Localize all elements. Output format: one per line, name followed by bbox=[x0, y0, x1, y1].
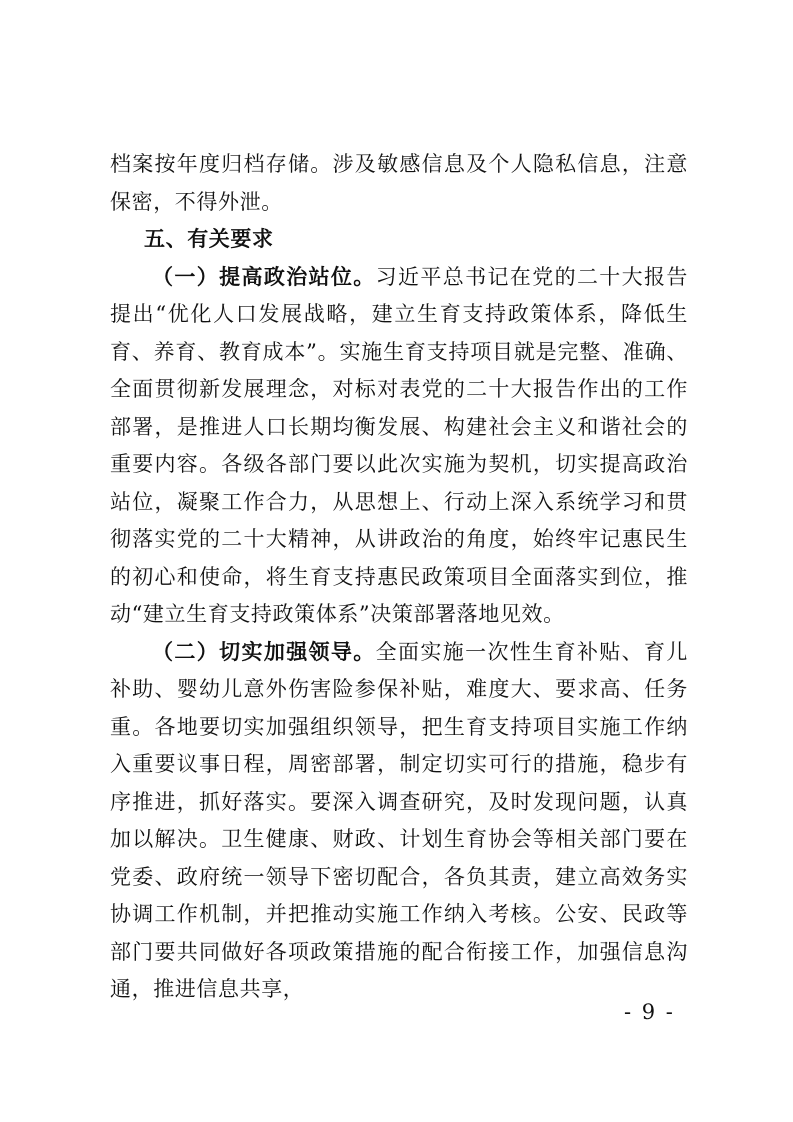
section-heading: 五、有关要求 bbox=[144, 227, 274, 251]
page-number: - 9 - bbox=[624, 1000, 675, 1024]
paragraph-text: 习近平总书记在党的二十大报告提出“优化人口发展战略，建立生育支持政策体系，降低生育、养育、教育成本”。实施生育支持项目就是完整、准确、全面贯彻新发展理念，对标对表党的二十大报告作出的工作部署，是推进人口长期均衡发展、构建社会主义和谐社会的重要内容。各级各部门要以此次实施为契机，切实提高政治站位，凝聚工作合力，从思想上、行动上深入系统学习和贯彻落实党的二十大精神，从讲政治的角度，始终牢记惠民生的初心和使命，将生育支持惠民政策项目全面落实到位，推动“建立生育支持政策体系”决策部署落地见效。 bbox=[110, 264, 688, 626]
paragraph-text: 全面实施一次性生育补贴、育儿补助、婴幼儿意外伤害险参保补贴，难度大、要求高、任务重。各地要切实加强组织领导，把生育支持项目实施工作纳入重要议事日程，周密部署，制定切实可行的措施，稳步有序推进，抓好落实。要深入调查研究，及时发现问题，认真加以解决。卫生健康、财政、计划生育协会等相关部门要在党委、政府统一领导下密切配合，各负其责，建立高效务实协调工作机制，并把推动实施工作纳入考核。公安、民政等部门要共同做好各项政策措施的配合衔接工作，加强信息沟通，推进信息共享， bbox=[110, 639, 688, 1001]
paragraph-lead: （二）切实加强领导。 bbox=[152, 639, 376, 664]
paragraph-lead: （一）提高政治站位。 bbox=[152, 264, 376, 289]
paragraph-political-stance bbox=[110, 259, 688, 634]
paragraph-leadership bbox=[110, 634, 688, 1009]
document-body bbox=[110, 146, 688, 1009]
continued-paragraph: 档案按年度归档存储。涉及敏感信息及个人隐私信息，注意保密，不得外泄。 bbox=[110, 152, 688, 214]
